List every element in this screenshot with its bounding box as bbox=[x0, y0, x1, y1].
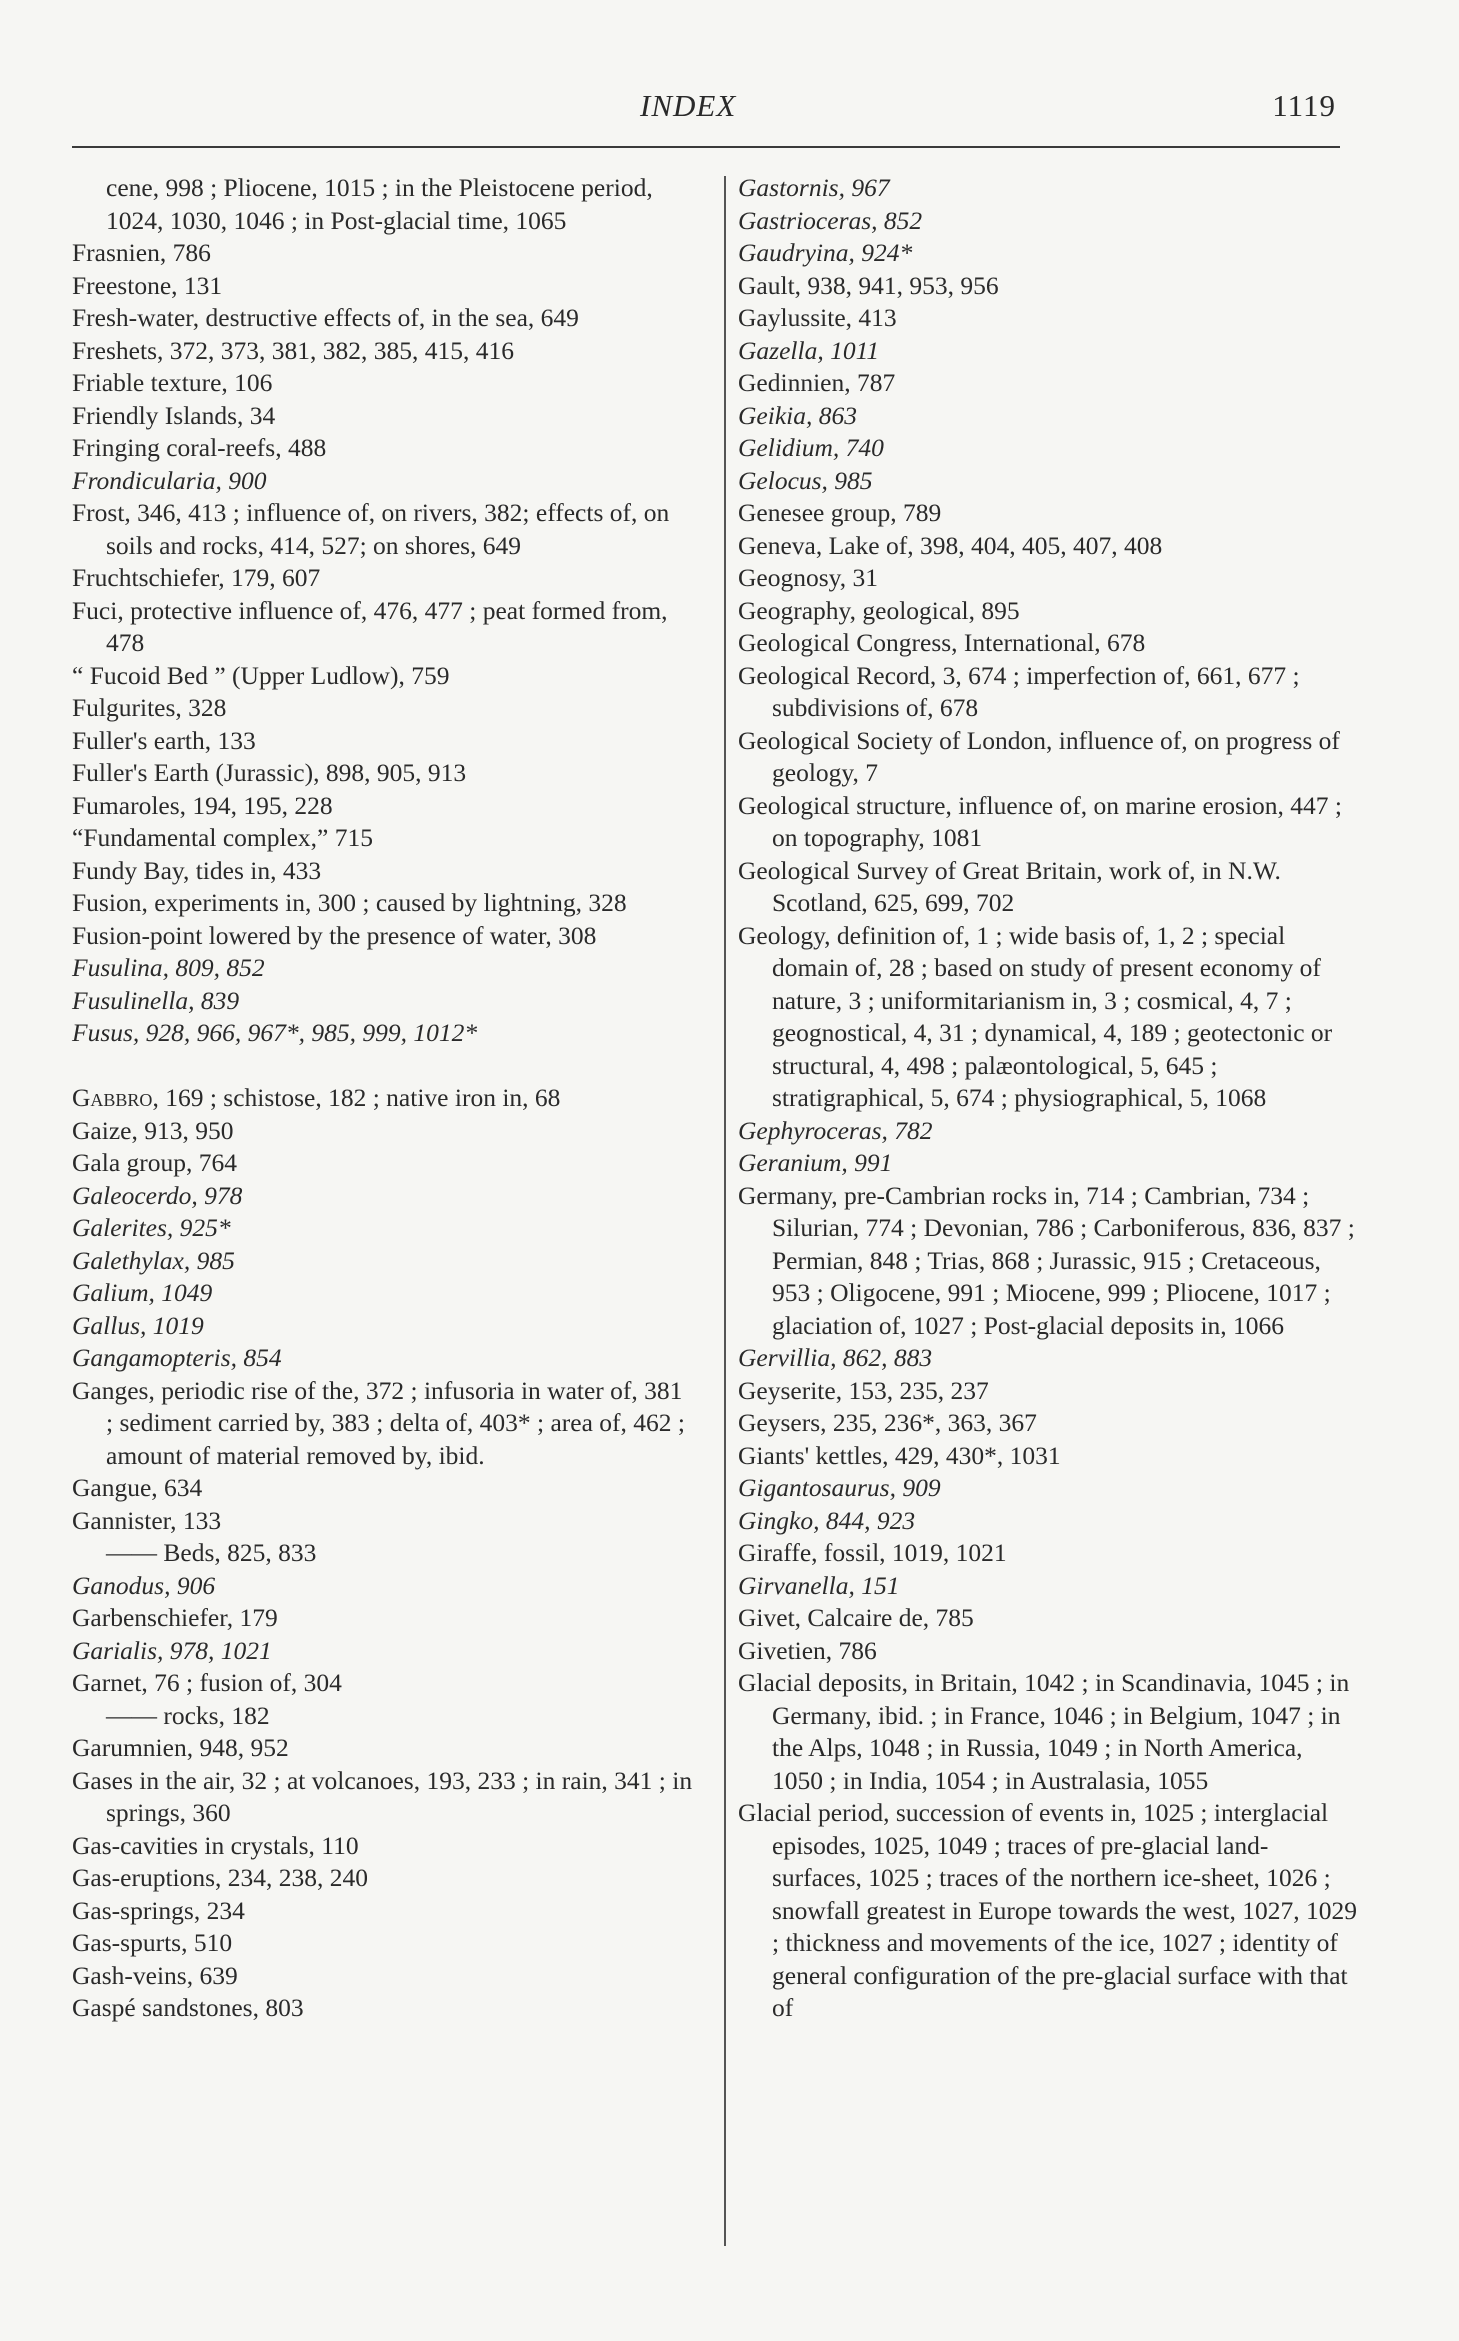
left-column bbox=[72, 172, 694, 2025]
header-rule bbox=[72, 146, 1340, 148]
column-divider bbox=[724, 176, 726, 2246]
index-entry: Freestone, 131 bbox=[72, 270, 223, 300]
index-entry: Gazella, 1011 bbox=[738, 335, 880, 365]
index-entry: Gervillia, 862, 883 bbox=[738, 1343, 933, 1372]
index-entry: Freshets, 372, 373, 381, 382, 385, 415, 416 bbox=[72, 335, 514, 365]
page-header bbox=[72, 88, 1336, 134]
index-entry: Glacial period, succession of events in, 1025 ; interglacial episodes, 1025, 1049 ; traces of pre-glacial land-surfaces, 1025 ; traces of the northern ice-sheet, 1026 ; snowfall greatest in Europe towards the west, 1027, 1029 ; thickness and movements of the ice, 1027 ; identity of general configuration of the pre-glacial surface with that of bbox=[738, 1798, 1357, 2022]
index-entry: Gangamopteris, 854 bbox=[72, 1343, 282, 1372]
index-entry: Geological Congress, International, 678 bbox=[738, 628, 1146, 657]
index-entry: Geneva, Lake of, 398, 404, 405, 407, 408 bbox=[738, 530, 1163, 560]
index-entry: Geyserite, 153, 235, 237 bbox=[738, 1375, 989, 1405]
index-entry: —— Beds, 825, 833 bbox=[106, 1538, 317, 1567]
index-entry: Galium, 1049 bbox=[72, 1278, 213, 1307]
index-entry: Geognosy, 31 bbox=[738, 563, 879, 592]
index-entry: Friable texture, 106 bbox=[72, 368, 273, 397]
index-entry: Garbenschiefer, 179 bbox=[72, 1603, 278, 1632]
index-entry: Givet, Calcaire de, 785 bbox=[738, 1603, 974, 1632]
index-entry: Fundy Bay, tides in, 433 bbox=[72, 855, 322, 885]
index-entry: Geography, geological, 895 bbox=[738, 595, 1020, 625]
index-entry: Gas-cavities in crystals, 110 bbox=[72, 1830, 359, 1860]
index-entry: Garnet, 76 ; fusion of, 304 bbox=[72, 1668, 342, 1697]
index-entry: Giraffe, fossil, 1019, 1021 bbox=[738, 1538, 1007, 1567]
index-entry: Fusion-point lowered by the presence of water, 308 bbox=[72, 920, 597, 950]
index-entry: Geology, definition of, 1 ; wide basis of, 1, 2 ; special domain of, 28 ; based on study of present economy of nature, 3 ; uniformitarianism in, 3 ; cosmical, 4, 7 ; geognostical, 4, 31 ; dynamical, 4, 189 ; geotectonic or structural, 4, 498 ; palæontological, 5, 645 ; stratigraphical, 5, 674 ; physiographical, 5, 1068 bbox=[738, 920, 1333, 1112]
index-entry: “Fundamental complex,” 715 bbox=[72, 823, 373, 852]
page-number: 1119 bbox=[1272, 88, 1336, 123]
index-entry-continuation: cene, 998 ; Pliocene, 1015 ; in the Pleistocene period, 1024, 1030, 1046 ; in Post-glacial time, 1065 bbox=[106, 173, 653, 235]
index-entry: Galeocerdo, 978 bbox=[72, 1180, 243, 1210]
gabbro-rest: , 169 ; schistose, 182 ; native iron in, 68 bbox=[152, 1083, 561, 1112]
index-entry: Gelocus, 985 bbox=[738, 465, 873, 495]
index-entry: Geological Society of London, influence of, on progress of geology, 7 bbox=[738, 725, 1340, 787]
index-entry: Givetien, 786 bbox=[738, 1635, 877, 1665]
index-entry: Gastrioceras, 852 bbox=[738, 205, 923, 235]
index-entry: Geikia, 863 bbox=[738, 400, 857, 430]
index-entry: Gaspé sandstones, 803 bbox=[72, 1993, 304, 2022]
index-entry: Gallus, 1019 bbox=[72, 1310, 204, 1340]
index-entry: Frasnien, 786 bbox=[72, 238, 211, 267]
running-title: INDEX bbox=[640, 88, 737, 123]
index-entry: Gas-eruptions, 234, 238, 240 bbox=[72, 1863, 369, 1892]
index-entry: Gelidium, 740 bbox=[738, 433, 884, 462]
index-entry: Fusulina, 809, 852 bbox=[72, 953, 265, 982]
index-entry: Gases in the air, 32 ; at volcanoes, 193, 233 ; in rain, 341 ; in springs, 360 bbox=[72, 1765, 693, 1827]
index-entry: Genesee group, 789 bbox=[738, 498, 942, 527]
index-entry: Gaylussite, 413 bbox=[738, 303, 897, 332]
index-entry: Ganodus, 906 bbox=[72, 1570, 216, 1600]
index-entry: Fruchtschiefer, 179, 607 bbox=[72, 563, 321, 592]
index-entry: Fusion, experiments in, 300 ; caused by lightning, 328 bbox=[72, 888, 627, 917]
index-entry: Gingko, 844, 923 bbox=[738, 1505, 916, 1535]
index-entry: Fuller's Earth (Jurassic), 898, 905, 913 bbox=[72, 758, 467, 787]
index-entry-gabbro bbox=[72, 1082, 694, 1115]
index-entry: Fumaroles, 194, 195, 228 bbox=[72, 790, 333, 820]
index-entry: Gault, 938, 941, 953, 956 bbox=[738, 270, 999, 300]
index-entry: “ Fucoid Bed ” (Upper Ludlow), 759 bbox=[72, 660, 450, 690]
index-entry: Galethylax, 985 bbox=[72, 1245, 235, 1275]
index-entry: Gastornis, 967 bbox=[738, 173, 890, 202]
index-entry: Ganges, periodic rise of the, 372 ; infusoria in water of, 381 ; sediment carried by, 383 ; delta of, 403* ; area of, 462 ; amount of material removed by, ibid. bbox=[72, 1375, 686, 1470]
index-entry: Geological Survey of Great Britain, work of, in N.W. Scotland, 625, 699, 702 bbox=[738, 855, 1281, 917]
index-entry: Gangue, 634 bbox=[72, 1473, 203, 1502]
index-entry: Gannister, 133 bbox=[72, 1505, 222, 1535]
index-entry: Friendly Islands, 34 bbox=[72, 400, 276, 430]
index-entry: Geranium, 991 bbox=[738, 1148, 893, 1177]
index-entry: Glacial deposits, in Britain, 1042 ; in Scandinavia, 1045 ; in Germany, ibid. ; in France, 1046 ; in Belgium, 1047 ; in the Alps, 1048 ; in Russia, 1049 ; in North America, 1050 ; in India, 1054 ; in Australasia, 1055 bbox=[738, 1668, 1350, 1795]
right-column bbox=[738, 172, 1358, 2025]
index-entry: Gala group, 764 bbox=[72, 1148, 238, 1177]
index-entry: Fringing coral-reefs, 488 bbox=[72, 433, 327, 462]
index-entry: Fusus, 928, 966, 967*, 985, 999, 1012* bbox=[72, 1018, 478, 1047]
section-gap bbox=[72, 1050, 694, 1083]
index-entry: —— rocks, 182 bbox=[106, 1700, 270, 1730]
index-entry: Frost, 346, 413 ; influence of, on rivers, 382; effects of, on soils and rocks, 414, 527; on shores, 649 bbox=[72, 498, 670, 560]
index-entry: Frondicularia, 900 bbox=[72, 465, 267, 495]
index-entry: Gaudryina, 924* bbox=[738, 238, 913, 267]
index-entry: Geological structure, influence of, on marine erosion, 447 ; on topography, 1081 bbox=[738, 790, 1343, 852]
index-entry: Gaize, 913, 950 bbox=[72, 1115, 234, 1145]
index-entry: Geological Record, 3, 674 ; imperfection of, 661, 677 ; subdivisions of, 678 bbox=[738, 660, 1300, 722]
index-entry: Fusulinella, 839 bbox=[72, 985, 240, 1015]
index-entry: Fresh-water, destructive effects of, in the sea, 649 bbox=[72, 303, 579, 332]
index-entry: Girvanella, 151 bbox=[738, 1570, 900, 1600]
index-entry: Gash-veins, 639 bbox=[72, 1960, 238, 1990]
index-entry: Gephyroceras, 782 bbox=[738, 1115, 933, 1145]
index-entry: Giants' kettles, 429, 430*, 1031 bbox=[738, 1440, 1061, 1470]
index-entry: Gedinnien, 787 bbox=[738, 368, 896, 397]
index-entry: Fuci, protective influence of, 476, 477 ; peat formed from, 478 bbox=[72, 595, 668, 657]
index-entry: Fulgurites, 328 bbox=[72, 693, 227, 722]
index-entry: Germany, pre-Cambrian rocks in, 714 ; Cambrian, 734 ; Silurian, 774 ; Devonian, 786 ; Carboniferous, 836, 837 ; Permian, 848 ; Trias, 868 ; Jurassic, 915 ; Cretaceous, 953 ; Oligocene, 991 ; Miocene, 999 ; Pliocene, 1017 ; glaciation of, 1027 ; Post-glacial deposits in, 1066 bbox=[738, 1180, 1355, 1340]
index-entry: Gas-springs, 234 bbox=[72, 1895, 245, 1925]
index-entry: Galerites, 925* bbox=[72, 1213, 231, 1242]
index-entry: Geysers, 235, 236*, 363, 367 bbox=[738, 1408, 1037, 1437]
gabbro-head: Gabbro bbox=[72, 1083, 153, 1112]
index-entry: Fuller's earth, 133 bbox=[72, 725, 256, 755]
index-entry: Gigantosaurus, 909 bbox=[738, 1473, 941, 1502]
index-entry: Garumnien, 948, 952 bbox=[72, 1733, 289, 1762]
index-entry: Gas-spurts, 510 bbox=[72, 1928, 233, 1957]
index-entry: Garialis, 978, 1021 bbox=[72, 1635, 272, 1665]
